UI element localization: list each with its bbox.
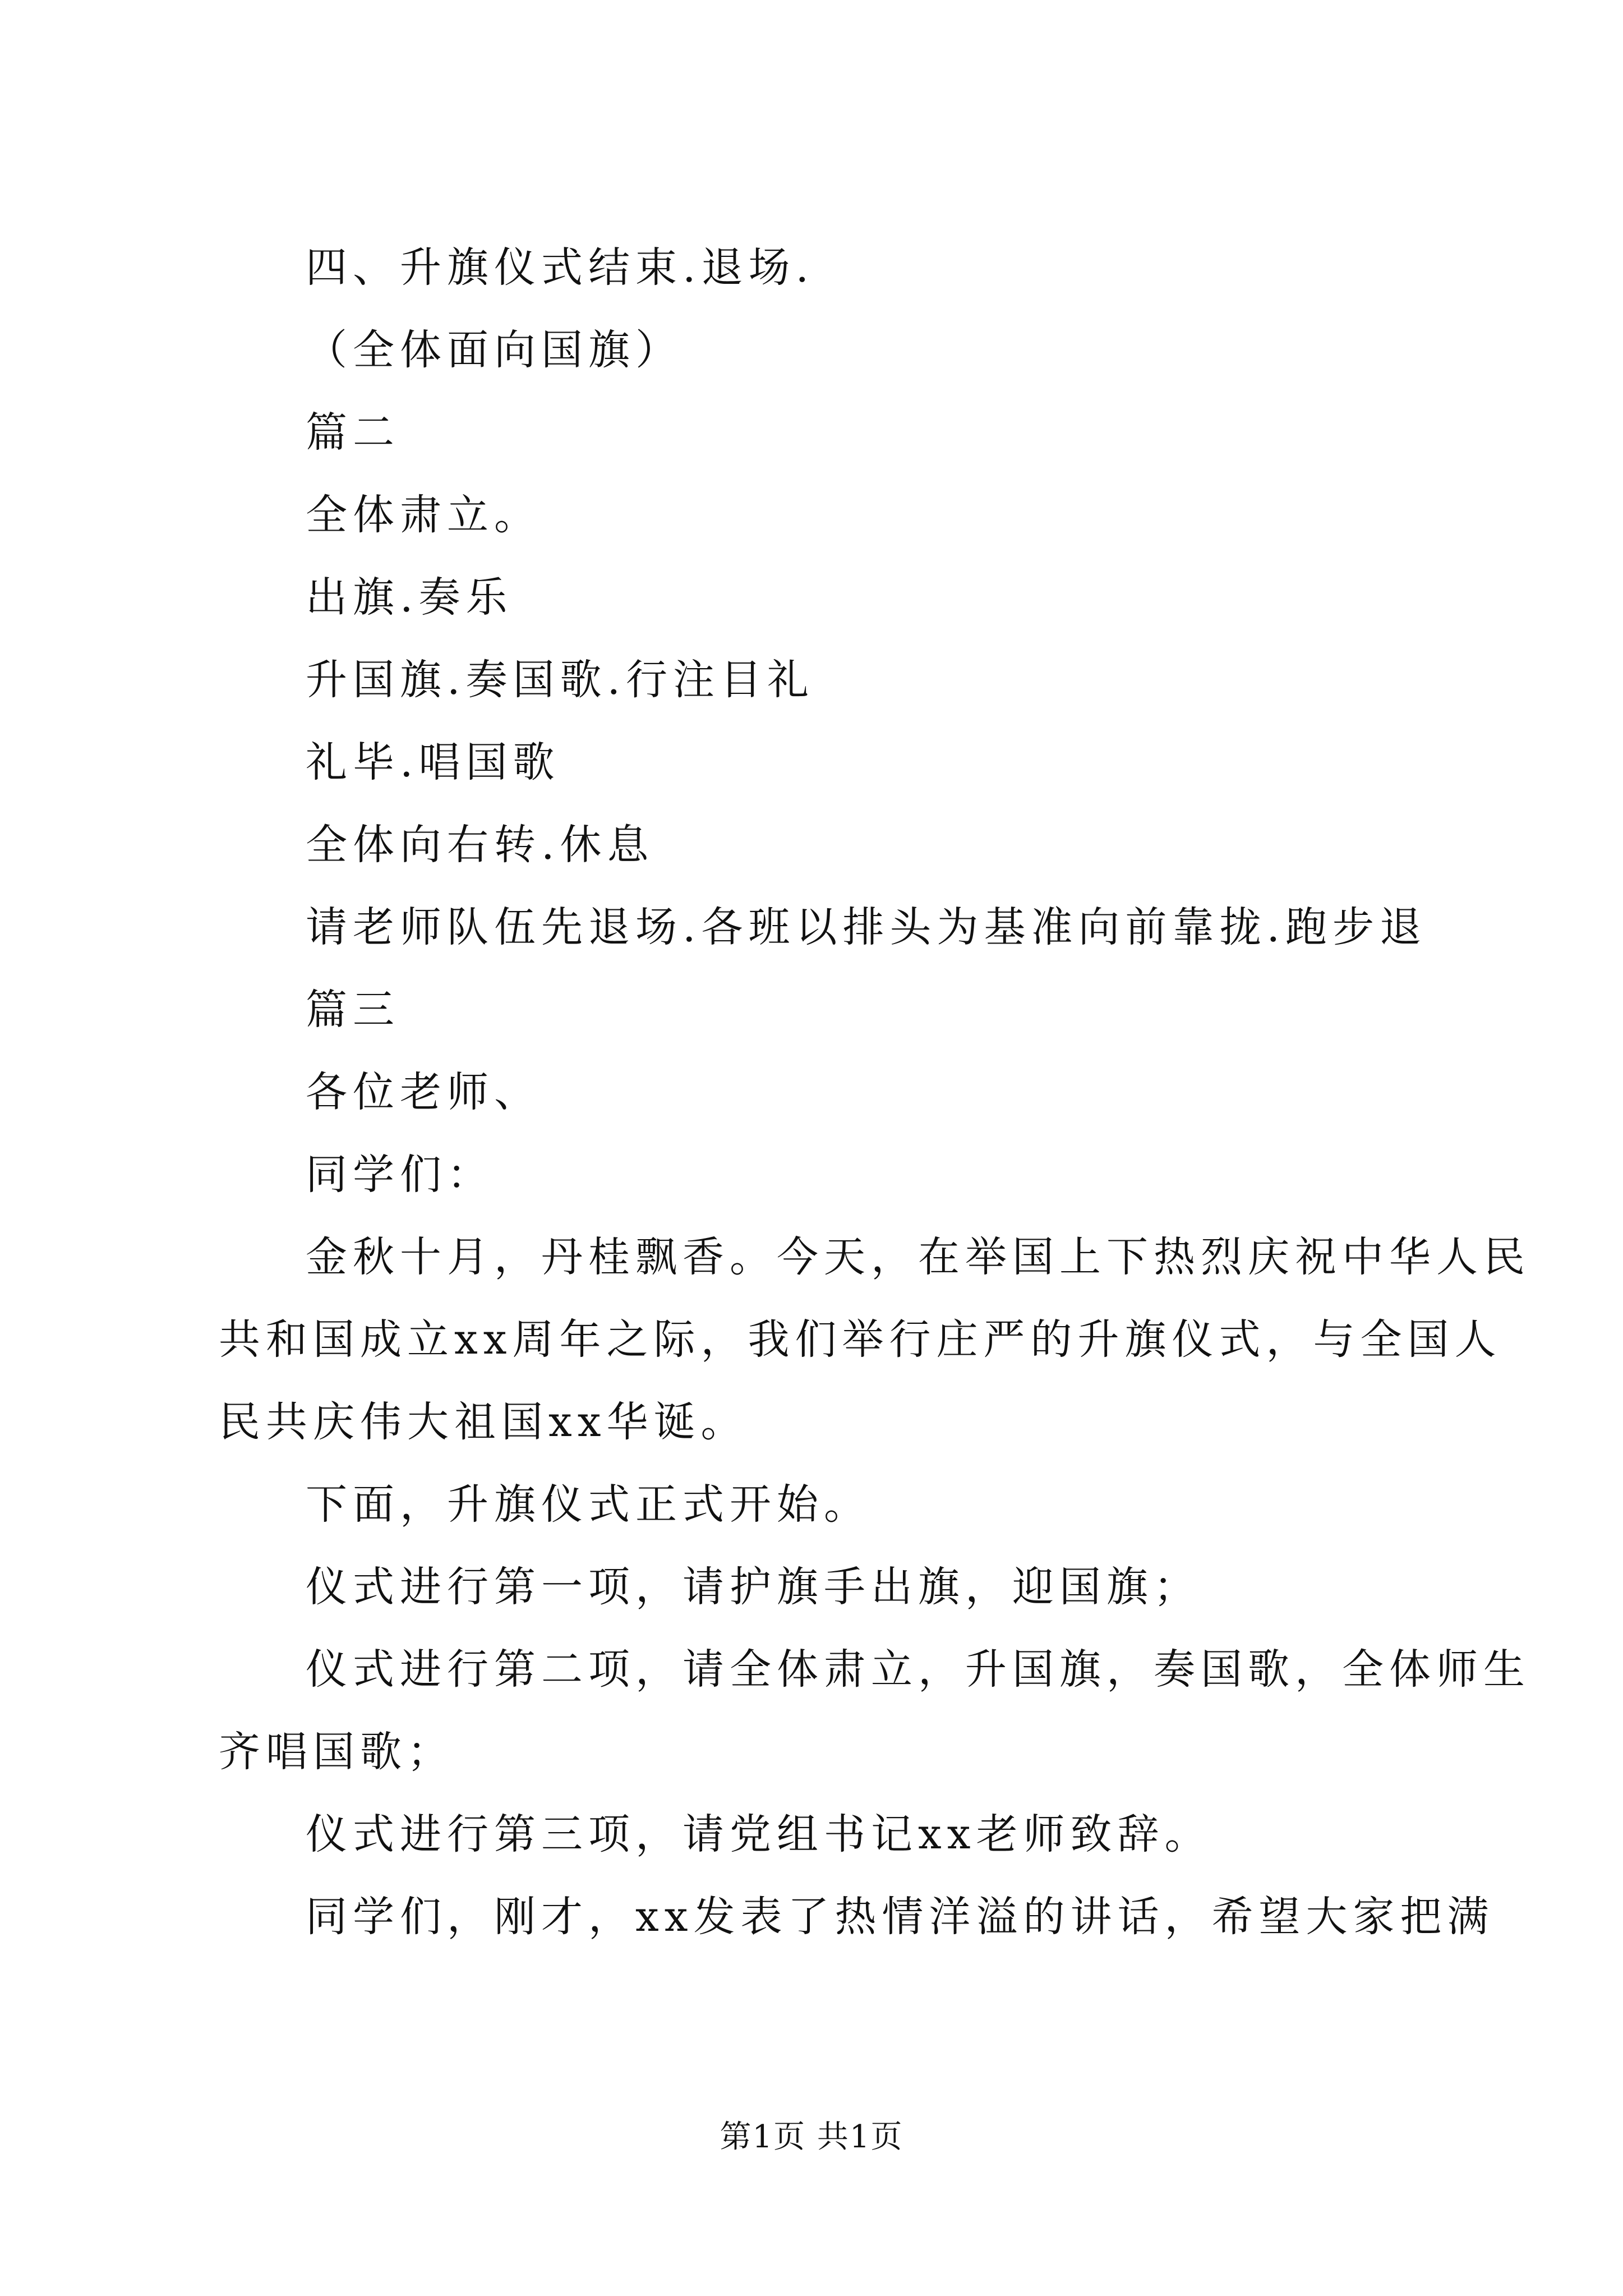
text-line: 出旗.奏乐 (306, 573, 513, 622)
text-line: 齐唱国歌； (219, 1728, 454, 1776)
text-line: 仪式进行第三项，请党组书记xx老师致辞。 (306, 1810, 1212, 1858)
text-line: 四、升旗仪式结束.退场. (306, 243, 815, 292)
text-line: 共和国成立xx周年之际，我们举行庄严的升旗仪式，与全国人 (219, 1315, 1502, 1364)
text-line: 各位老师、 (306, 1068, 541, 1116)
section-heading: 篇二 (306, 408, 400, 457)
text-line: 金秋十月，丹桂飘香。今天，在举国上下热烈庆祝中华人民 (306, 1233, 1530, 1281)
text-line: 仪式进行第一项，请护旗手出旗，迎国旗； (306, 1563, 1201, 1611)
text-line: 全体肃立。 (306, 491, 541, 539)
text-line: （全体面向国旗） (306, 326, 683, 374)
text-line: 礼毕.唱国歌 (306, 738, 560, 786)
text-line: 升国旗.奏国歌.行注目礼 (306, 656, 815, 704)
text-line: 同学们： (306, 1151, 494, 1199)
text-line: 仪式进行第二项，请全体肃立，升国旗，奏国歌，全体师生 (306, 1645, 1530, 1694)
text-line: 同学们，刚才，xx发表了热情洋溢的讲话，希望大家把满 (306, 1893, 1495, 1941)
text-line: 请老师队伍先退场.各班以排头为基准向前靠拢.跑步退 (306, 903, 1427, 951)
section-heading: 篇三 (306, 986, 400, 1034)
text-line: 下面，升旗仪式正式开始。 (306, 1480, 871, 1529)
text-line: 全体向右转.休息 (306, 821, 654, 869)
text-line: 民共庆伟大祖国xx华诞。 (219, 1398, 748, 1446)
page-footer: 第1页 共1页 (720, 2119, 903, 2155)
